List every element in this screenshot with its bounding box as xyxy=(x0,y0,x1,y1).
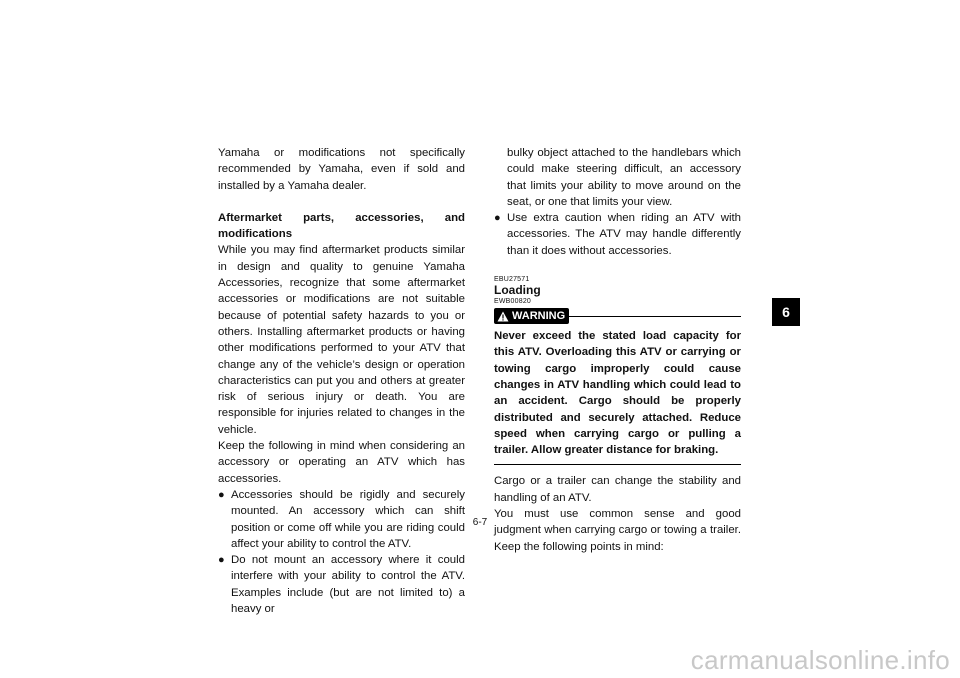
list-item xyxy=(218,487,465,552)
warning-triangle-icon xyxy=(497,311,509,322)
warning-divider xyxy=(569,316,741,317)
section-title: Loading xyxy=(494,283,541,298)
page-number: 6-7 xyxy=(472,517,488,528)
bullet-icon: ● xyxy=(218,554,225,567)
bullet-icon: ● xyxy=(218,488,225,501)
judgment-paragraph: You must use common sense and good judgment when carrying cargo or towing a trailer. Keep the following points in mind: xyxy=(494,508,741,553)
warning-code: EWB00820 xyxy=(494,298,532,306)
warning-label: WARNING xyxy=(512,309,566,322)
cargo-paragraph: Cargo or a trailer can change the stability and handling of an ATV. xyxy=(494,475,741,504)
accessory-bullet-list xyxy=(218,487,465,617)
bullet-icon: ● xyxy=(494,212,501,225)
bullet-text: Use extra caution when riding an ATV with accessories. The ATV may handle differently than it does without accessories. xyxy=(507,212,741,257)
aftermarket-heading: Aftermarket parts, accessories, and modifications xyxy=(218,211,465,241)
continued-bullet-text: bulky object attached to the handlebars which could make steering difficult, an accessory that limits your ability to move around on the seat, or one that limits your view. xyxy=(507,147,741,208)
right-column xyxy=(494,145,741,555)
aftermarket-paragraph: While you may find aftermarket products similar in design and quality to genuine Yamaha Accessories, recognize that some aftermarket accessories or modifications are not suitable because of potential safety hazards to you or others. Installing aftermarket products or having other modifications performed to your ATV that change any of the vehicle’s design or operation characteristics can put you and others at greater risk of serious injury or death. You are responsible for injuries related to changes in the vehicle. xyxy=(218,244,465,436)
caution-bullet-list xyxy=(494,210,741,259)
warning-text: Never exceed the stated load capacity for this ATV. Overloading this ATV or carrying or towing cargo improperly could cause changes in ATV handling which could lead to an accident. Cargo should be properly distributed and securely attached. Reduce speed when carrying cargo or pulling a trailer. Allow greater distance for braking. xyxy=(494,330,741,457)
intro-paragraph: Yamaha or modifications not specifically recommended by Yamaha, even if sold and installed by a Yamaha dealer. xyxy=(218,147,465,192)
bullet-text: Do not mount an accessory where it could interfere with your ability to control the ATV. Examples include (but are not limited to) a heavy or xyxy=(231,554,465,616)
warning-badge xyxy=(494,308,569,324)
bullet-text: Accessories should be rigidly and securely mounted. An accessory which can shift position or come off while you are riding could affect your ability to control the ATV. xyxy=(231,488,465,550)
list-item xyxy=(494,210,741,259)
keep-in-mind-paragraph: Keep the following in mind when considering an accessory or operating an ATV which has accessories. xyxy=(218,440,465,485)
warning-header xyxy=(494,308,741,324)
warning-end-divider xyxy=(494,464,741,465)
section-code: EBU27571 xyxy=(494,276,530,284)
chapter-tab: 6 xyxy=(772,298,800,326)
left-column xyxy=(218,145,465,617)
list-item xyxy=(218,552,465,617)
watermark: carmanualsonline.info xyxy=(690,645,950,675)
